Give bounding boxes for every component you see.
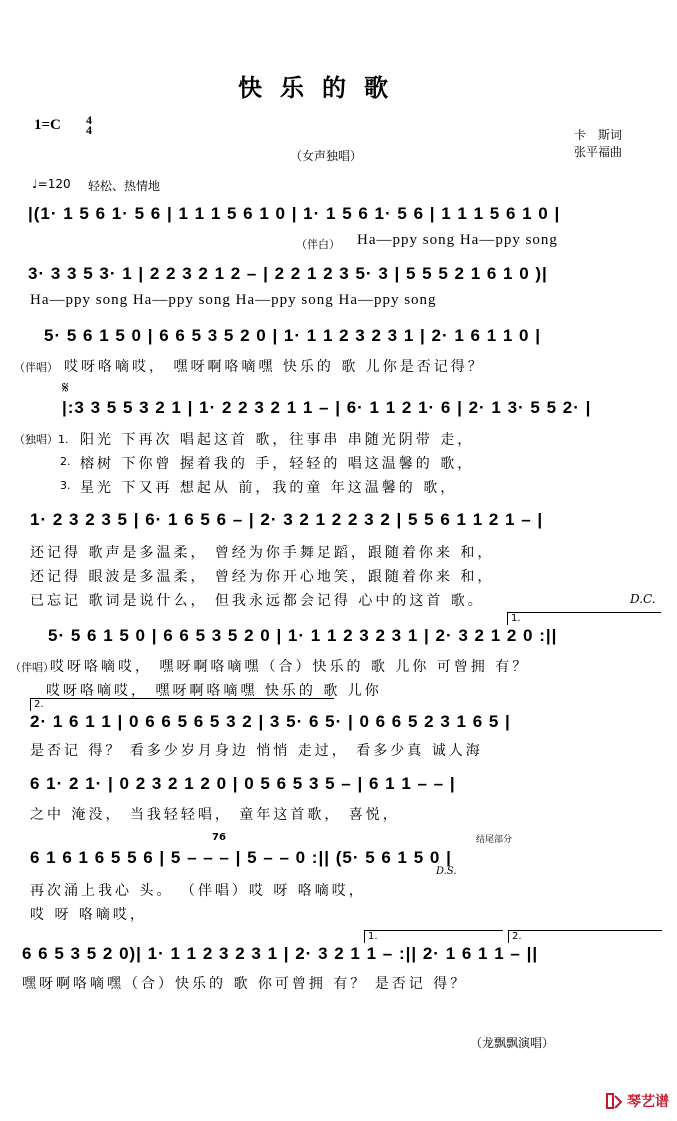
ds-marker: D.S. (436, 866, 457, 877)
singer-credit: （龙飘飘演唱） (470, 1036, 555, 1050)
volta-1-label-end: 1. (368, 931, 378, 942)
score-line-10: 6 6 5 3 5 2 0)| 1· 1 1 2 3 2 3 1 | 2· 3 2 1 1 – :|| 2· 1 6 1 1 – || (22, 944, 539, 963)
lyric-line-6a: 哎呀咯嘀哎， 嘿呀啊咯嘀嘿（合）快乐的 歌 儿你 可曾拥 有？ (50, 659, 530, 675)
expression-marking: 轻松、热情地 (88, 179, 161, 193)
volta-2-label: 2. (34, 699, 44, 710)
volta-1-bracket (507, 612, 661, 625)
lyric-line-10: 嘿呀啊咯嘀嘿（合）快乐的 歌 你可曾拥 有？ 是否记 得？ (22, 976, 468, 992)
tempo-marking: ♩=120 (32, 177, 71, 191)
lyric-line-4a: 阳光 下再次 唱起这首 歌，往事串 串随光阴带 走， (80, 432, 475, 448)
score-line-4: |:3 3 5 5 3 2 1 | 1· 2 2 3 2 1 1 – | 6· 1 1 2 1· 6 | 2· 1 3· 5 5 2· | (62, 398, 592, 417)
score-line-2: 3· 3 3 5 3· 1 | 2 2 3 2 1 2 – | 2 2 1 2 3 5· 3 | 5 5 5 2 1 6 1 0 )| (28, 264, 548, 283)
lyric-line-5a: 还记得 歌声是多温柔， 曾经为你手舞足蹈，跟随着你来 和， (30, 545, 495, 561)
lyric-line-5c: 已忘记 歌词是说什么， 但我永远都会记得 心中的这首 歌。 (30, 593, 485, 609)
score-line-8: 6 1· 2 1· | 0 2 3 2 1 2 0 | 0 5 6 5 3 5 – | 6 1 1 – – | (30, 774, 456, 793)
subtitle: （女声独唱） (290, 149, 363, 163)
song-title: 快乐的歌 (238, 73, 406, 102)
lyric-line-8: 之中 淹没， 当我轻轻唱， 童年这首歌， 喜悦， (30, 807, 400, 823)
composer: 张平福曲 (574, 145, 623, 159)
lyric-tag-4b: 2. (60, 455, 71, 468)
time-signature-bottom: 4 (86, 123, 92, 137)
fermata-value: 76 (212, 832, 226, 843)
lyric-tag-3: （伴唱） (14, 361, 58, 374)
score-line-6: 5· 5 6 1 5 0 | 6 6 5 3 5 2 0 | 1· 1 1 2 3 2 3 1 | 2· 3 2 1 2 0 :|| (48, 626, 558, 645)
lyric-line-9a: 再次涌上我心 头。 （伴唱）哎 呀 咯嘀哎， (30, 883, 366, 899)
lyric-line-9b: 哎 呀 咯嘀哎， (30, 907, 147, 923)
lyric-line-2: Ha—ppy song Ha—ppy song Ha—ppy song Ha—ppy song (30, 292, 437, 308)
lyric-line-1: Ha—ppy song Ha—ppy song (357, 232, 558, 248)
lyric-line-4c: 星光 下又再 想起从 前，我的童 年这温馨的 歌， (80, 480, 458, 496)
volta-1-label: 1. (511, 613, 521, 624)
lyric-line-3: 哎呀咯嘀哎， 嘿呀啊咯嘀嘿 快乐的 歌 儿你是否记得？ (64, 359, 485, 375)
lyric-tag-4c: 3. (60, 479, 71, 492)
score-line-5: 1· 2 3 2 3 5 | 6· 1 6 5 6 – | 2· 3 2 1 2 2 3 2 | 5 5 6 1 1 2 1 – | (30, 510, 544, 529)
key-signature: 1=C (34, 117, 61, 133)
watermark-text: 琴艺谱 (627, 1094, 669, 1110)
lyric-tag-6: （伴唱） (10, 661, 54, 674)
lyric-tag-4a: （独唱）1. (14, 433, 69, 446)
volta-2-bracket-end (508, 930, 662, 943)
time-signature-top: 4 (86, 113, 92, 127)
score-line-1: |(1· 1 5 6 1· 5 6 | 1 1 1 5 6 1 0 | 1· 1 5 6 1· 5 6 | 1 1 1 5 6 1 0 | (28, 204, 561, 223)
time-signature (86, 115, 92, 135)
volta-2-label-end: 2. (512, 931, 522, 942)
lyric-line-6b: 哎呀咯嘀哎， 嘿呀啊咯嘀嘿 快乐的 歌 儿你 (46, 683, 382, 699)
score-line-7: 2· 1 6 1 1 | 0 6 6 5 6 5 3 2 | 3 5· 6 5· | 0 6 6 5 2 3 1 6 5 | (30, 712, 511, 731)
volta-2-bracket (30, 698, 334, 711)
lyricist: 卡 斯词 (574, 128, 623, 142)
score-line-3: 5· 5 6 1 5 0 | 6 6 5 3 5 2 0 | 1· 1 1 2 3 2 3 1 | 2· 1 6 1 1 0 | (44, 326, 541, 345)
lyric-line-4b: 榕树 下你曾 握着我的 手，轻轻的 唱这温馨的 歌， (80, 456, 475, 472)
lyric-tag-1: （伴白） (296, 238, 340, 251)
watermark-logo (605, 1091, 669, 1111)
score-line-9: 6 1 6 1 6 5 5 6 | 5 – – – | 5 – – 0 :|| (5· 5 6 1 5 0 | (30, 848, 452, 867)
segno-marker: 𝄋 (62, 378, 69, 397)
dc-marker: D.C. (630, 592, 656, 606)
volta-1-bracket-end (364, 930, 503, 943)
piano-logo-icon (605, 1092, 623, 1110)
lyric-line-7: 是否记 得？ 看多少岁月身边 悄悄 走过， 看多少真 诚人海 (30, 743, 483, 759)
coda-note: 结尾部分 (476, 835, 513, 845)
lyric-line-5b: 还记得 眼波是多温柔， 曾经为你开心地笑，跟随着你来 和， (30, 569, 495, 585)
